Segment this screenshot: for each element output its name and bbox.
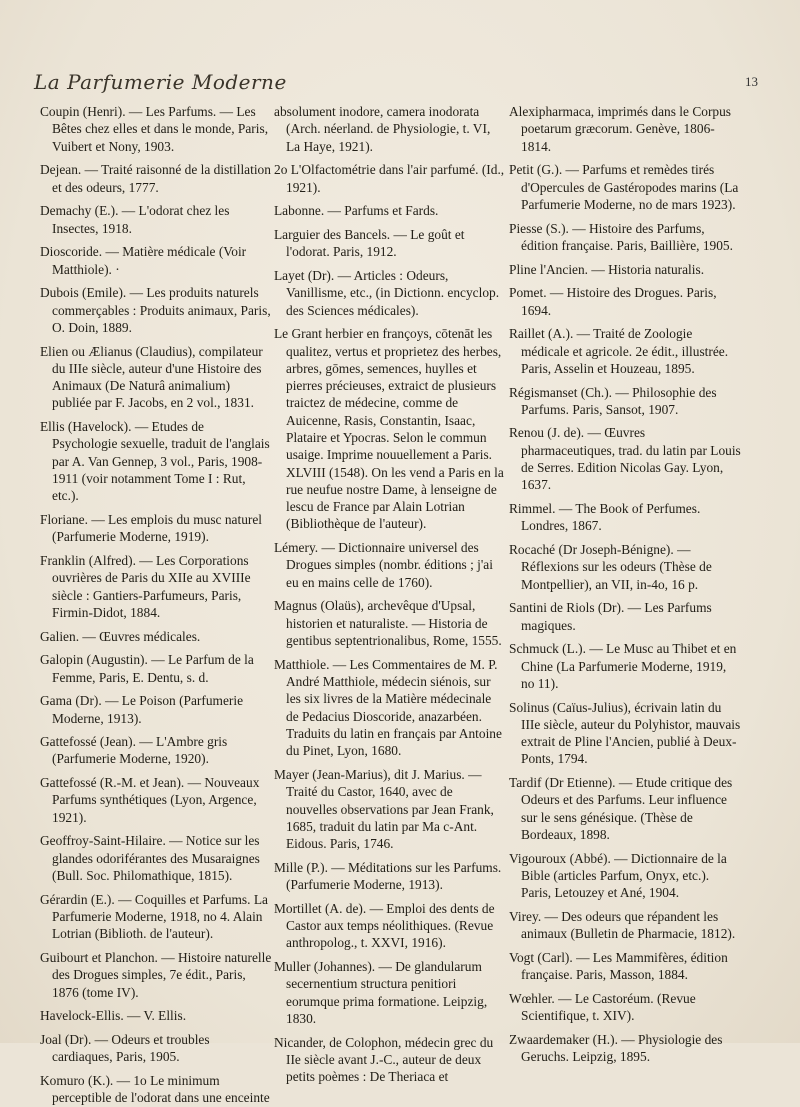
bibliography-entry: Le Grant herbier en françoys, cōtenāt les qualitez, vertus et proprietez des herbes, arbres, gōmes, semences, huylles et pierres précieuses, extraict de plusieurs traictez de médecine, comme de Auicenne, Rasis, Constantin, Isaac, Plataire et Ypocras. Selon le commun usaige. Imprime nouuellement a Paris. XLVIII (1548). On les vend a Paris en la rue neufue nostre Dame, à lenseigne de lescu de France par Alain Lotrian (Bibliothèque de l'auteur). <box>274 326 504 532</box>
bibliography-entry: Vigouroux (Abbé). — Dictionnaire de la Bible (articles Parfum, Onyx, etc.). Paris, Letouzey et Ané, 1904. <box>509 850 727 901</box>
bibliography-entry: Vogt (Carl). — Les Mammifères, édition française. Paris, Masson, 1884. <box>509 950 728 983</box>
bibliography-entry: Tardif (Dr Etienne). — Etude critique des Odeurs et des Parfums. Leur influence sur le sens génésique. (Thèse de Bordeaux, 1898. <box>509 775 733 843</box>
bibliography-entry: Gattefossé (Jean). — L'Ambre gris (Parfumerie Moderne, 1920). <box>40 734 228 767</box>
bibliography-entry: Geoffroy-Saint-Hilaire. — Notice sur les glandes odoriférantes des Musaraignes (Bull. Soc. Philomathique, 1815). <box>40 833 260 884</box>
bibliography-entry: Larguier des Bancels. — Le goût et l'odorat. Paris, 1912. <box>274 226 465 260</box>
bibliography-entry: Dioscoride. — Matière médicale (Voir Matthiole). · <box>40 244 247 277</box>
bibliography-entry: Régismanset (Ch.). — Philosophie des Parfums. Paris, Sansot, 1907. <box>509 384 717 417</box>
bibliography-entry: Guibourt et Planchon. — Histoire naturelle des Drogues simples, 7e édit., Paris, 1876 (tome IV). <box>40 950 272 1000</box>
bibliography-entry: Alexipharmaca, imprimés dans le Corpus poetarum græcorum. Genève, 1806-1814. <box>509 104 732 154</box>
bibliography-entry: Mortillet (A. de). — Emploi des dents de Castor aux temps néolithiques. (Revue anthropolog., t. XXVI, 1916). <box>274 900 495 951</box>
bibliography-entry: Schmuck (L.). — Le Musc au Thibet et en Chine (La Parfumerie Moderne, 1919, no 11). <box>509 641 737 691</box>
page-number: 13 <box>745 74 758 89</box>
bibliography-column-2 <box>274 103 506 1086</box>
bibliography-entry: Galien. — Œuvres médicales. <box>40 628 201 644</box>
bibliography-entry: Galopin (Augustin). — Le Parfum de la Femme, Paris, E. Dentu, s. d. <box>40 652 254 685</box>
bibliography-entry: Wœhler. — Le Castoréum. (Revue Scientifique, t. XIV). <box>509 991 696 1024</box>
bibliography-entry: Gattefossé (R.-M. et Jean). — Nouveaux Parfums synthétiques (Lyon, Argence, 1921). <box>40 775 260 825</box>
running-title: La Parfumerie Moderne <box>34 70 287 94</box>
bibliography-entry: Solinus (Caïus-Julius), écrivain latin du IIIe siècle, auteur du Polyhistor, mauvais extrait de Pline l'Ancien, publié à Deux-Ponts, 1794. <box>509 699 741 767</box>
bibliography-entry: Nicander, de Colophon, médecin grec du IIe siècle avant J.-C., auteur de deux petits poèmes : De Theriaca et <box>274 1034 494 1085</box>
bibliography-entry: Floriane. — Les emplois du musc naturel (Parfumerie Moderne, 1919). <box>40 511 263 545</box>
bibliography-entry: Havelock-Ellis. — V. Ellis. <box>40 1008 187 1024</box>
bibliography-entry: Matthiole. — Les Commentaires de M. P. André Matthiole, médecin siénois, sur les six livres de la Matière médecinale de Pedacius Dioscoride, anazarbéen. Traduits du latin en français par Antoine du Pinet, Lyon, 1680. <box>274 656 502 759</box>
bibliography-entry: Gama (Dr). — Le Poison (Parfumerie Moderne, 1913). <box>40 693 244 726</box>
bibliography-entry: Elien ou Ælianus (Claudius), compilateur du IIIe siècle, auteur d'une Histoire des Animaux (De Naturâ animalium) publiée par F. Jacobs, en 2 vol., 1831. <box>40 343 263 411</box>
bibliography-entry: Rocaché (Dr Joseph-Bénigne). — Réflexions sur les odeurs (Thèse de Montpellier), an VII, in-4o, 16 p. <box>509 542 712 592</box>
bibliography-entry: Mayer (Jean-Marius), dit J. Marius. — Traité du Castor, 1640, avec de nouvelles observations par Jean Frank, 1685, traduit du latin par Ma c-Ant. Eidous. Paris, 1746. <box>274 766 494 852</box>
bibliography-entry: Santini de Riols (Dr). — Les Parfums magiques. <box>509 600 712 633</box>
bibliography-entry: Demachy (E.). — L'odorat chez les Insectes, 1918. <box>40 203 230 236</box>
bibliography-entry: Lémery. — Dictionnaire universel des Drogues simples (nombr. éditions ; j'ai eu en mains celle de 1760). <box>274 540 493 590</box>
bibliography-column-3 <box>509 103 741 1066</box>
bibliography-entry: Magnus (Olaüs), archevêque d'Upsal, historien et naturaliste. — Historia de gentibus septentrionalibus, Rome, 1555. <box>274 598 502 649</box>
bibliography-entry: Ellis (Havelock). — Etudes de Psychologie sexuelle, traduit de l'anglais par A. Van Gennep, 3 vol., Paris, 1908-1911 (voir notamment Tome I : Rut, etc.). <box>40 419 270 504</box>
bibliography-entry: Rimmel. — The Book of Perfumes. Londres, 1867. <box>509 501 701 534</box>
bibliography-entry: 2o L'Olfactométrie dans l'air parfumé. (Id., 1921). <box>274 162 505 195</box>
bibliography-entry: Joal (Dr). — Odeurs et troubles cardiaques, Paris, 1905. <box>40 1031 210 1065</box>
bibliography-entry: Muller (Johannes). — De glandularum secernentium structura penitiori eorumque prima formatione. Leipzig, 1830. <box>274 959 488 1026</box>
bibliography-entry: Piesse (S.). — Histoire des Parfums, édition française. Paris, Baillière, 1905. <box>509 220 733 253</box>
bibliography-entry: Pline l'Ancien. — Historia naturalis. <box>509 261 705 277</box>
bibliography-entry: Petit (G.). — Parfums et remèdes tirés d'Opercules de Gastéropodes marins (La Parfumerie Moderne, no de mars 1923). <box>509 162 739 212</box>
bibliography-entry: Virey. — Des odeurs que répandent les animaux (Bulletin de Pharmacie, 1812). <box>509 909 736 942</box>
bibliography-entry: Mille (P.). — Méditations sur les Parfums. (Parfumerie Moderne, 1913). <box>274 859 502 893</box>
bibliography-entry: Zwaardemaker (H.). — Physiologie des Geruchs. Leipzig, 1895. <box>509 1031 723 1065</box>
bibliography-entry: Coupin (Henri). — Les Parfums. — Les Bêtes chez elles et dans le monde, Paris, Vuibert et Nony, 1903. <box>40 104 269 154</box>
bibliography-entry: Raillet (A.). — Traité de Zoologie médicale et agricole. 2e édit., illustrée. Paris, Asselin et Houzeau, 1895. <box>509 326 729 376</box>
bibliography-entry: Renou (J. de). — Œuvres pharmaceutiques, trad. du latin par Louis de Serres. Edition Nicolas Gay. Lyon, 1637. <box>509 425 741 493</box>
bibliography-entry: Dubois (Emile). — Les produits naturels commerçables : Produits animaux, Paris, O. Doin, 1889. <box>40 285 271 335</box>
bibliography-entry: Franklin (Alfred). — Les Corporations ouvrières de Paris du XIIe au XVIIIe siècle : Gantiers-Parfumeurs, Paris, Firmin-Didot, 1884. <box>40 552 251 620</box>
bibliography-entry: Pomet. — Histoire des Drogues. Paris, 1694. <box>509 285 717 318</box>
bibliography-entry: absolument inodore, camera inodorata (Arch. néerland. de Physiologie, t. VI, La Haye, 1921). <box>274 104 491 154</box>
bibliography-column-1 <box>40 103 272 1107</box>
bibliography-entry: Layet (Dr). — Articles : Odeurs, Vanillisme, etc., (in Dictionn. encyclop. des Sciences médicales). <box>274 267 500 318</box>
bibliography-entry: Komuro (K.). — 1o Le minimum perceptible de l'odorat dans une enceinte <box>40 1072 270 1106</box>
bibliography-entry: Dejean. — Traité raisonné de la distillation et des odeurs, 1777. <box>40 162 271 195</box>
bibliography-entry: Gérardin (E.). — Coquilles et Parfums. La Parfumerie Moderne, 1918, no 4. Alain Lotrian (Biblioth. de l'auteur). <box>40 891 268 942</box>
bibliography-entry: Labonne. — Parfums et Fards. <box>274 203 439 219</box>
page-header <box>30 70 770 100</box>
